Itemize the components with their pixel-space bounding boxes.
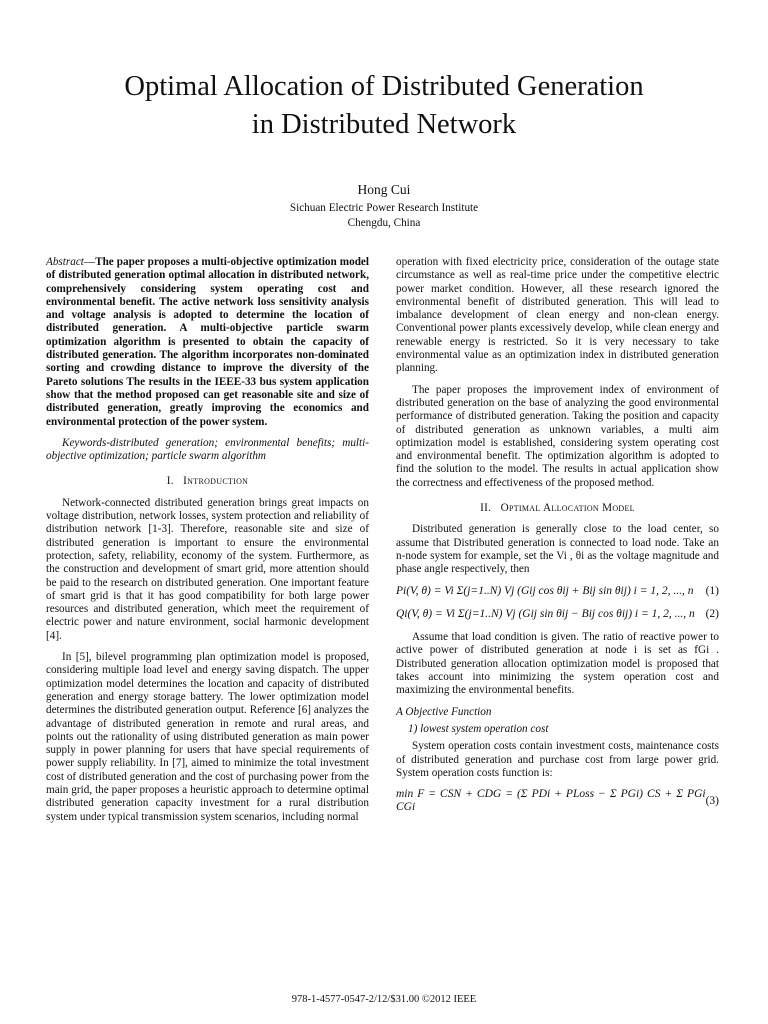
title-line-2: in Distributed Network [251, 109, 517, 140]
model-paragraph-2: Assume that load condition is given. The ratio of reactive power to active power of distributed generation at node i is set as fGi . Distributed generation allocation optimization model is proposed that takes account into minimizing the system operation cost and maximizing the environmental benefits. [396, 631, 719, 697]
copyright-footer: 978-1-4577-0547-2/12/$31.00 ©2012 IEEE [291, 994, 477, 1005]
paper-title [40, 68, 728, 144]
intro-paragraph-3: operation with fixed electricity price, consideration of the outage state circumstance as well as real-time price under the competitive electric power market condition. However, all these research ignored the environmental benefit of distributed generation. This will lead to imbalance development of clean energy and non-clean energy. Conventional power plants excessively develop, while clean energy and renewable energy is restricted. So it is very necessary to take environmental value as an optimization index in distributed generation planning. [396, 256, 719, 375]
author-name: Hong Cui [357, 182, 411, 197]
model-paragraph-1: Distributed generation is generally close to the load center, so assume that Distributed generation is connected to load node. Take an n-node system for example, set the Vi , θi as the voltage magnitude and phase angle respectively, then [396, 523, 719, 576]
section-heading-introduction: I. Introduction [166, 475, 249, 488]
equation-1: Pi(V, θ) = Vi Σ(j=1..N) Vj (Gij cos θij + Bij sin θij) i = 1, 2, ..., n (1) [396, 584, 719, 597]
subsubsection-operation-cost: 1) lowest system operation cost [408, 722, 549, 735]
title-line-1: Optimal Allocation of Distributed Generation [124, 71, 644, 102]
author-affiliation: Sichuan Electric Power Research Institute [289, 202, 479, 214]
equation-2: Qi(V, θ) = Vi Σ(j=1..N) Vj (Gij sin θij − Bij cos θij) i = 1, 2, ..., n (2) [396, 607, 719, 620]
subsection-objective-function: A Objective Function [396, 705, 492, 718]
section-heading-model: II. Optimal Allocation Model [480, 502, 635, 515]
abstract: Abstract—The paper proposes a multi-objective optimization model of distributed generation optimal allocation in distributed network, comprehensively considering system operating cost and environmental benefit. The active network loss sensitivity analysis and voltage analysis is adopted to determine the location of distributed generation. A multi-objective particle swarm optimization algorithm is presented to obtain the capacity of distributed generation. The algorithm incorporates non-dominated sorting and crowding distance to improve the diversity of the Pareto solutions The results in the IEEE-33 bus system application show that the method proposed can get reasonable site and size of distributed generation, greatly improving the economics and environmental protection of the power system. [46, 256, 369, 428]
keywords: Keywords-distributed generation; environmental benefits; multi-objective optimization; particle swarm algorithm [46, 436, 369, 463]
left-column [46, 256, 369, 832]
intro-paragraph-4: The paper proposes the improvement index of environment of distributed generation on the base of analyzing the good environmental performance of distributed generation. Taking the position and capacity of distributed generation as unknown variables, a multi aim optimization model is established, considering system operating cost and environmental benefit. The optimization algorithm is adopted to find the solution to the model. The results in actual application show the correctness and effectiveness of the proposed method. [396, 383, 719, 489]
intro-paragraph-1: Network-connected distributed generation brings great impacts on voltage distribution, network losses, system protection and reliability of distribution network [1-3]. Therefore, reasonable site and size of distributed generation is important to ensure the environmental protection, safety, reliability, economy of the system. Furthermore, as the construction and development of smart grid, more attention should be paid to the research on distributed generation. One important feature of smart grid is that it has good compatibility for both large power resources and distributed generation, which meet the requirement of electric power and nature environment, social harmonic development [4]. [46, 496, 369, 642]
abstract-label: Abstract [46, 256, 84, 268]
intro-paragraph-2: In [5], bilevel programming plan optimization model is proposed, considering multiple load level and energy saving dispatch. The upper optimization model determines the location and capacity of distributed generation and energy storage battery. The lower optimization model determines the distributed generation output. Reference [6] analyzes the advantage of distributed generation in remote and rural areas, and points out the rationality of using distributed generation as main power supply in power planning for users that have special requirements of power supply reliability. In [7], aimed to minimize the total investment cost of distributed generation and the cost of purchasing power from the main grid, the paper proposes a heuristic approach to determine optimal distributed generation capacity investment for a rural distribution system under typical transmission system scenarios, including normal [46, 651, 369, 823]
equation-3: min F = CSN + CDG = (Σ PDi + PLoss − Σ PGi) CS + Σ PGi CGi (3) [396, 788, 719, 814]
abstract-text: The paper proposes a multi-objective optimization model of distributed generation optimal allocation in distributed network, comprehensively considering system operating cost and environmental benefit. The active network loss sensitivity analysis and voltage analysis is adopted to determine the location of distributed generation. A multi-objective particle swarm optimization algorithm is presented to obtain the capacity of distributed generation. The algorithm incorporates non-dominated sorting and crowding distance to improve the diversity of the Pareto solutions The results in the IEEE-33 bus system application show that the method proposed can get reasonable site and size of distributed generation, greatly improving the economics and environmental protection of the power system. [46, 256, 369, 428]
model-paragraph-3: System operation costs contain investment costs, maintenance costs of distributed generation and purchase cost from large power grid. System operation costs function is: [396, 740, 719, 779]
right-column [396, 256, 719, 825]
author-location: Chengdu, China [347, 217, 421, 229]
